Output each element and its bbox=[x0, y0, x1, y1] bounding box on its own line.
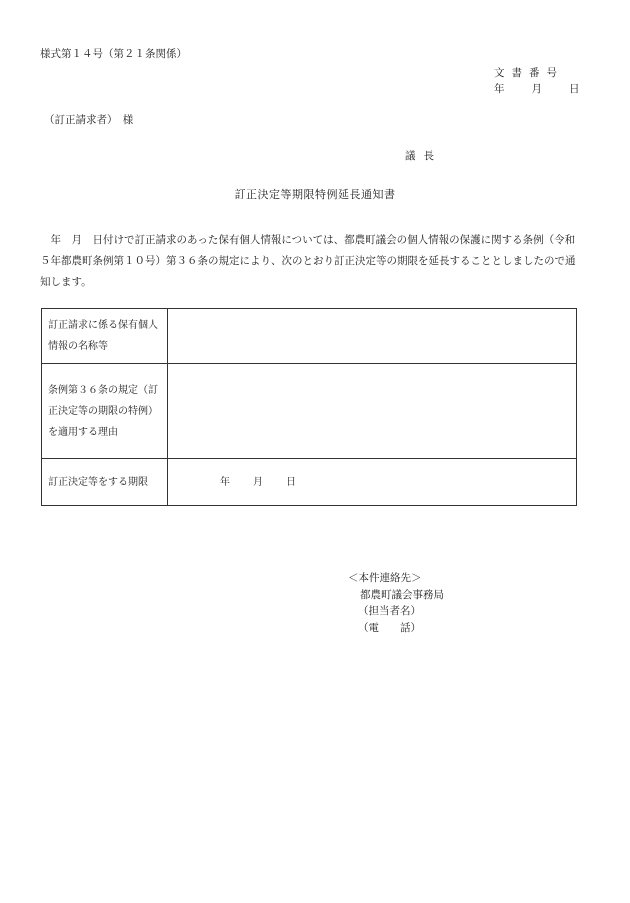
sender: 議長 bbox=[405, 150, 442, 162]
form-number: 様式第１４号（第２１条関係） bbox=[40, 48, 187, 60]
row-label-reason: 条例第３６条の規定（訂正決定等の期限の特例）を適用する理由 bbox=[42, 364, 168, 459]
row-value-deadline: 年 月 日 bbox=[168, 459, 577, 506]
contact-heading: ＜本件連絡先＞ bbox=[348, 572, 422, 584]
document-date-label: 年 月 日 bbox=[494, 83, 582, 95]
contact-person: （担当者名） bbox=[358, 605, 421, 617]
table-row bbox=[42, 364, 577, 459]
row-value-info-name bbox=[168, 309, 577, 364]
row-value-reason bbox=[168, 364, 577, 459]
row-label-deadline: 訂正決定等をする期限 bbox=[42, 459, 168, 506]
document-title: 訂正決定等期限特例延長通知書 bbox=[234, 188, 396, 201]
body-paragraph: 年 月 日付けで訂正請求のあった保有個人情報については、都農町議会の個人情報の保護に関する条例（令和５年都農町条例第１０号）第３６条の規定により、次のとおり訂正決定等の期限を延長することとしましたので通知します。 bbox=[40, 234, 576, 288]
contact-office: 都農町議会事務局 bbox=[360, 588, 444, 601]
table-row bbox=[42, 459, 577, 506]
contact-block bbox=[348, 570, 444, 636]
row-label-info-name: 訂正請求に係る保有個人情報の名称等 bbox=[42, 309, 168, 364]
document-number-label: 文書番号 bbox=[494, 67, 564, 79]
contact-phone: （電 話） bbox=[358, 621, 421, 634]
addressee: （訂正請求者） 様 bbox=[44, 114, 134, 126]
info-table bbox=[41, 308, 577, 506]
table-row bbox=[42, 309, 577, 364]
